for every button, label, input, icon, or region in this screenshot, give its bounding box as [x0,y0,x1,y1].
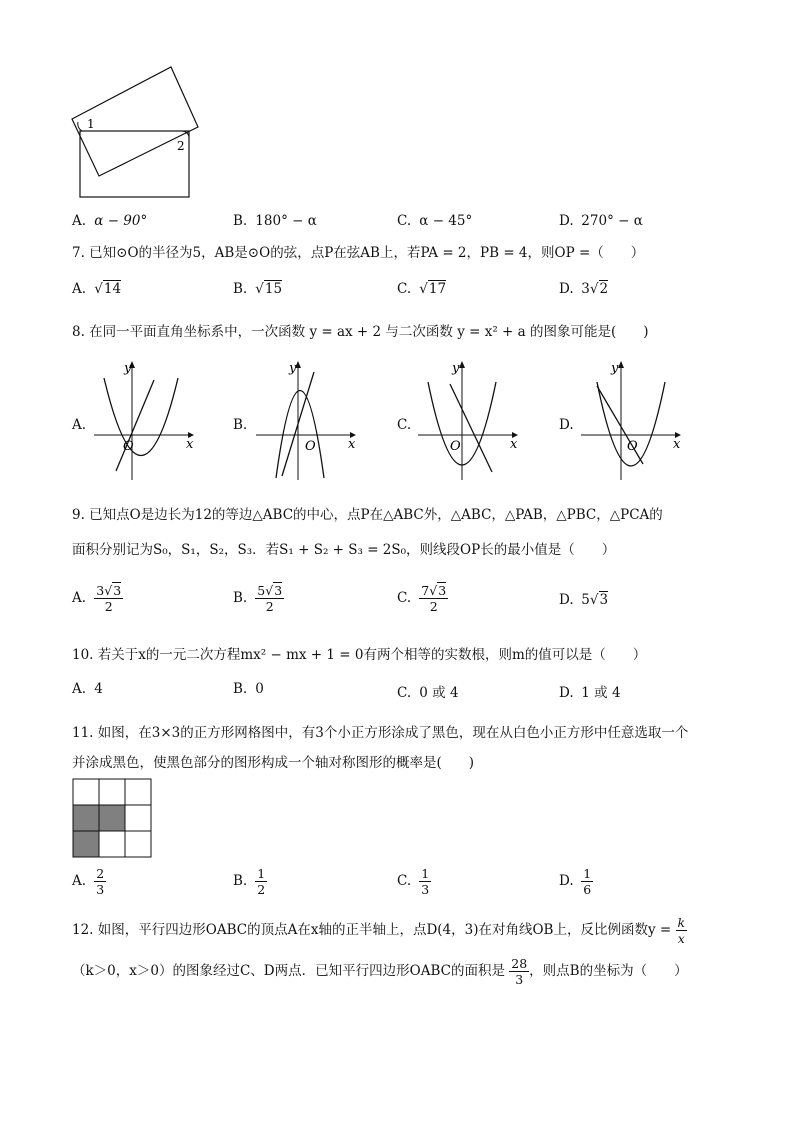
svg-text:y: y [452,361,460,376]
q6-option-c[interactable]: C. α − 45° [397,213,473,229]
svg-text:y: y [289,361,297,376]
q7-option-c[interactable]: C. √17 [397,281,447,297]
q8-option-a-label[interactable]: A. [72,417,87,433]
q9-option-b[interactable]: B. $\frac{5√3}{2}$ [233,583,283,614]
svg-text:x: x [510,437,518,452]
q9-option-c[interactable]: C. $\frac{7√3}{2}$ [397,583,447,614]
q8-graph-a [90,358,200,483]
q11-stem-line1: 11. 如图，在3×3的正方形网格图中，有3个小正方形涂成了黑色，现在从白色小正方形中任意选取一个 [72,725,689,741]
svg-text:O: O [450,439,461,454]
q8-option-b-label[interactable]: B. [233,417,248,433]
q8-option-c-label[interactable]: C. [397,417,412,433]
q10-option-c[interactable]: C. 0 或 4 [397,685,459,701]
grid-cell-white [73,779,99,805]
q12-stem-line1: 12. 如图，平行四边形OABC的顶点A在x轴的正半轴上，点D(4，3)在对角线OB上，反比例函数y = $\frac{k}{x}$ [72,915,686,946]
grid-cell-shaded [73,831,99,857]
grid-cell-white [125,805,151,831]
q9-stem-line2: 面积分别记为S₀，S₁，S₂，S₃．若S₁ + S₂ + S₃ = 2S₀，则线段OP长的最小值是（ ） [72,542,616,558]
svg-text:x: x [673,437,681,452]
q6-label-2: 2 [177,139,185,153]
q8-graph-b [252,358,362,483]
q11-grid-figure [72,778,154,860]
q12-stem-line2: （k＞0，x＞0）的图象经过C、D两点．已知平行四边形OABC的面积是 $\frac{28}{3}$ ，则点B的坐标为（ ） [72,956,688,987]
q8-graph-c [414,358,524,483]
q8-stem: 8. 在同一平面直角坐标系中，一次函数 y = ax + 2 与二次函数 y = x² + a 的图象可能是( ) [72,324,649,340]
svg-text:y: y [124,361,132,376]
q10-stem: 10. 若关于x的一元二次方程mx² − mx + 1 = 0有两个相等的实数根，则m的值可以是（ ） [72,647,647,663]
grid-cell-white [125,831,151,857]
q7-option-a[interactable]: A. √14 [72,281,122,297]
grid-cell-white [99,779,125,805]
q10-option-d[interactable]: D. 1 或 4 [559,685,621,701]
q7-option-d[interactable]: D. 3√2 [559,281,609,297]
q7-stem: 7. 已知⊙O的半径为5，AB是⊙O的弦，点P在弦AB上，若PA = 2，PB = 4，则OP =（ ） [72,245,645,261]
q8-graph-d [577,358,687,483]
q11-option-a[interactable]: A. $\frac{2}{3}$ [72,866,105,897]
q6-option-d[interactable]: D. 270° − α [559,213,643,229]
grid-cell-shaded [99,805,125,831]
q6-figure [68,64,208,204]
grid-cell-shaded [73,805,99,831]
svg-text:x: x [186,437,194,452]
q9-option-a[interactable]: A. $\frac{3√3}{2}$ [72,583,122,614]
svg-text:O: O [305,439,316,454]
q9-option-d[interactable]: D. 5√3 [559,592,609,608]
grid-cell-white [99,831,125,857]
q6-option-a[interactable]: A. α − 90° [72,213,148,229]
q7-option-b[interactable]: B. √15 [233,281,283,297]
grid-cell-white [125,779,151,805]
svg-text:O: O [123,439,134,454]
q11-option-d[interactable]: D. $\frac{1}{6}$ [559,866,592,897]
q10-option-a[interactable]: A. 4 [72,681,103,697]
q9-stem-line1: 9. 已知点O是边长为12的等边△ABC的中心，点P在△ABC外，△ABC，△PAB，△PBC，△PCA的 [72,507,663,523]
q11-stem-line2: 并涂成黑色，使黑色部分的图形构成一个轴对称图形的概率是( ) [72,755,475,771]
svg-text:O: O [627,439,638,454]
svg-text:x: x [348,437,356,452]
q11-option-b[interactable]: B. $\frac{1}{2}$ [233,866,266,897]
svg-text:y: y [611,361,619,376]
q11-option-c[interactable]: C. $\frac{1}{3}$ [397,866,430,897]
q6-option-b[interactable]: B. 180° − α [233,213,317,229]
q6-label-1: 1 [87,117,95,131]
q10-option-b[interactable]: B. 0 [233,681,264,697]
q8-option-d-label[interactable]: D. [559,417,574,433]
